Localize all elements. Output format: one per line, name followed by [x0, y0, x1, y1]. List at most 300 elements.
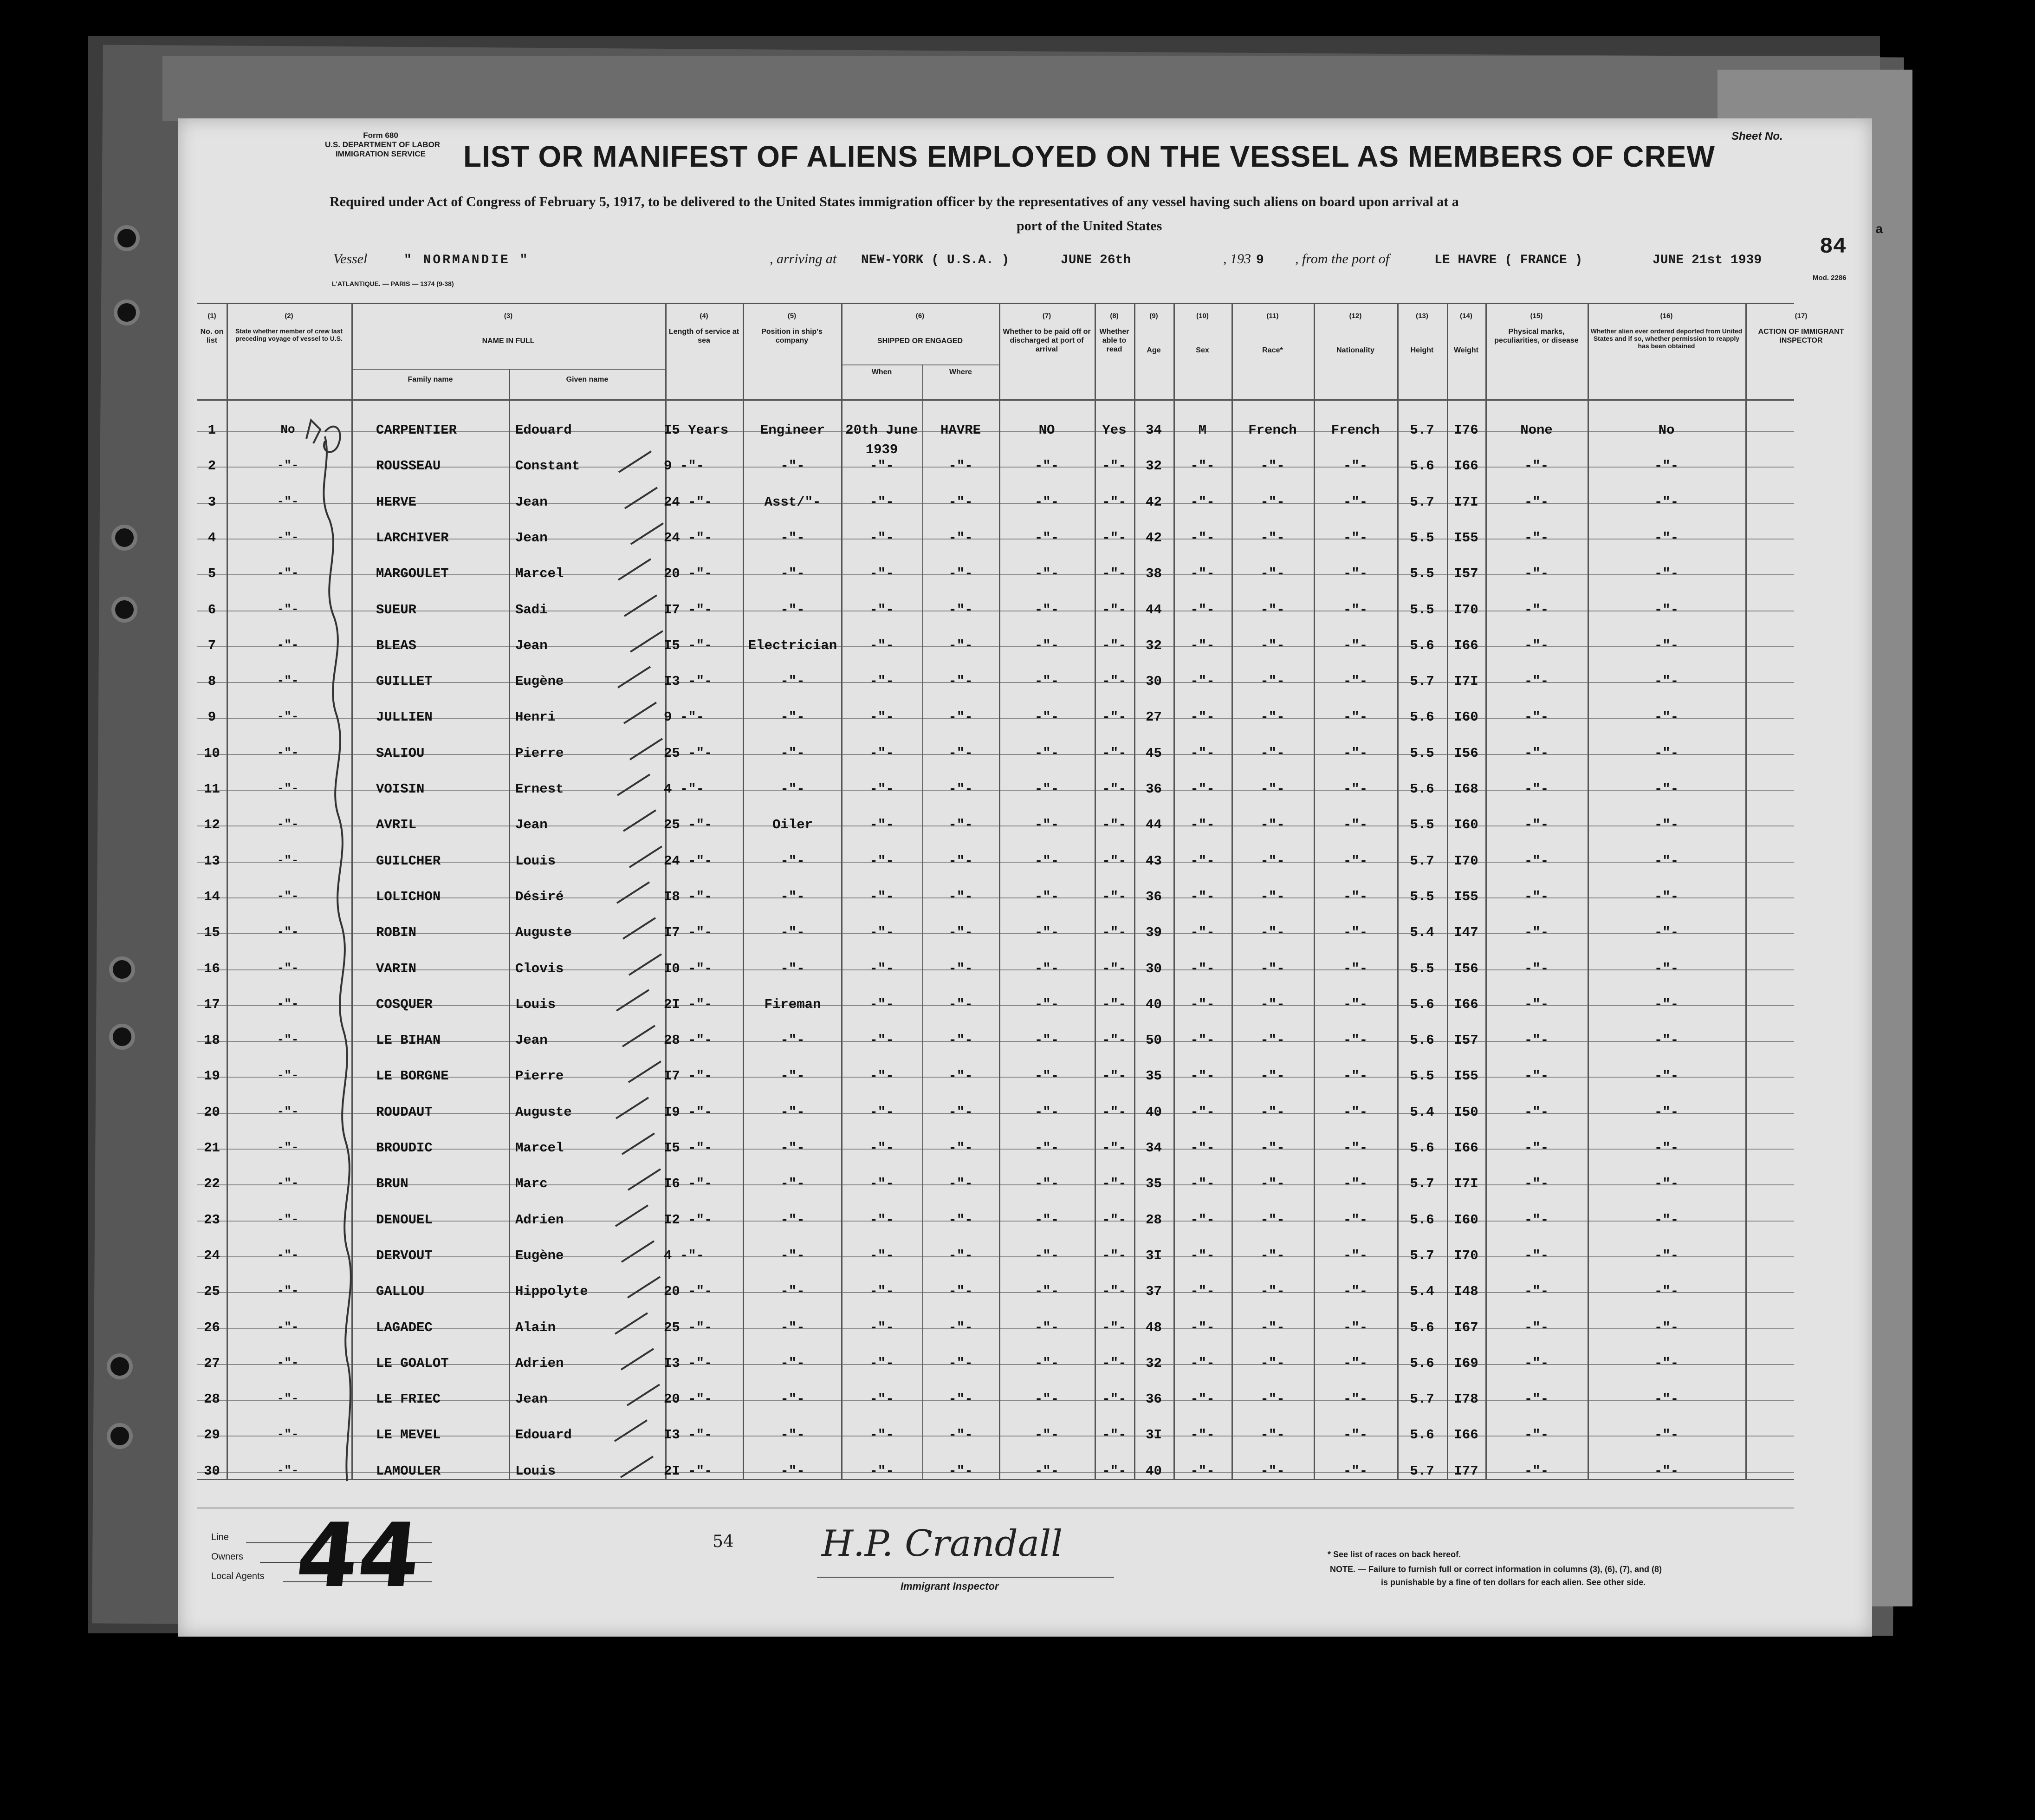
height: 5.5 [1410, 961, 1434, 976]
position: -"- [780, 1284, 805, 1299]
deported: -"- [1654, 1068, 1679, 1084]
deported: -"- [1654, 997, 1679, 1012]
column-header: SHIPPED OR ENGAGED [877, 337, 963, 345]
column-header: When [871, 368, 892, 376]
position: -"- [780, 1105, 805, 1120]
able-to-read: -"- [1102, 925, 1127, 940]
position: -"- [780, 1068, 805, 1084]
deported: -"- [1654, 1427, 1679, 1443]
year-suffix: 9 [1256, 253, 1264, 267]
weight: I66 [1454, 638, 1478, 653]
given-name: Edouard [515, 422, 572, 438]
row-number: 9 [207, 709, 216, 725]
deported: -"- [1654, 817, 1679, 832]
nationality: -"- [1343, 746, 1368, 761]
nationality: -"- [1343, 1391, 1368, 1407]
physical-marks: -"- [1524, 1248, 1549, 1263]
weight: I70 [1454, 1248, 1478, 1263]
physical-marks: -"- [1524, 1391, 1549, 1407]
age: 36 [1146, 781, 1162, 797]
row-number: 13 [204, 853, 220, 869]
age: 40 [1146, 997, 1162, 1012]
shipped-where: -"- [948, 889, 973, 904]
arrival-date: JUNE 26th [1061, 253, 1131, 267]
page-title: LIST OR MANIFEST OF ALIENS EMPLOYED ON THE VESSEL AS MEMBERS OF CREW [463, 140, 1715, 173]
row-number: 7 [207, 638, 216, 653]
race: -"- [1260, 602, 1285, 618]
prev-voyage-cell: -"- [277, 1248, 299, 1262]
age: 37 [1146, 1284, 1162, 1299]
deported: -"- [1654, 1391, 1679, 1407]
given-name: Auguste [515, 925, 572, 940]
height: 5.5 [1410, 530, 1434, 546]
service-length: 20 -"- [664, 566, 713, 581]
shipped-when: -"- [869, 530, 894, 546]
paid-off: -"- [1034, 889, 1059, 904]
family-name: LAMOULER [376, 1463, 441, 1479]
position: -"- [780, 530, 805, 546]
position: -"- [780, 1140, 805, 1156]
pencil-tick [623, 810, 656, 831]
sex: -"- [1190, 1248, 1215, 1263]
column-number: (1) [207, 312, 216, 320]
physical-marks: -"- [1524, 853, 1549, 869]
column-header: State whether member of crew last preceding voyage of vessel to U.S. [235, 327, 343, 342]
pencil-tick [629, 846, 662, 867]
pencil-tick [618, 559, 651, 580]
height: 5.7 [1410, 1176, 1434, 1191]
height: 5.5 [1410, 889, 1434, 904]
able-to-read: -"- [1102, 781, 1127, 797]
family-name: LE GOALOT [376, 1356, 449, 1371]
family-name: ROUDAUT [376, 1105, 433, 1120]
sex: -"- [1190, 817, 1215, 832]
weight: I7I [1454, 674, 1478, 689]
paid-off: -"- [1034, 1391, 1059, 1407]
nationality: -"- [1343, 961, 1368, 976]
paid-off: -"- [1034, 1427, 1059, 1443]
age: 27 [1146, 709, 1162, 725]
weight: I7I [1454, 1176, 1478, 1191]
physical-marks: -"- [1524, 494, 1549, 510]
family-name: AVRIL [376, 817, 417, 832]
physical-marks: -"- [1524, 1320, 1549, 1335]
given-name: Adrien [515, 1212, 564, 1228]
physical-marks: -"- [1524, 781, 1549, 797]
race: -"- [1260, 1105, 1285, 1120]
given-name: Jean [515, 1391, 548, 1407]
deported: -"- [1654, 638, 1679, 653]
deported: -"- [1654, 458, 1679, 474]
paid-off: -"- [1034, 817, 1059, 832]
given-name: Jean [515, 494, 548, 510]
position: -"- [780, 746, 805, 761]
handwritten-number: 44 [292, 1504, 426, 1607]
age: 39 [1146, 925, 1162, 940]
height: 5.7 [1410, 422, 1434, 438]
weight: I60 [1454, 817, 1478, 832]
prev-voyage-cell: -"- [277, 889, 299, 903]
service-length: I6 -"- [664, 1176, 713, 1191]
shipped-when: -"- [869, 494, 894, 510]
sex: -"- [1190, 1033, 1215, 1048]
pencil-tick [630, 739, 662, 760]
weight: I69 [1454, 1356, 1478, 1371]
sex: -"- [1190, 566, 1215, 581]
physical-marks: -"- [1524, 1068, 1549, 1084]
column-number: (3) [504, 312, 513, 320]
column-header: Given name [566, 376, 609, 384]
service-length: 25 -"- [664, 817, 713, 832]
age: 3I [1146, 1427, 1162, 1443]
shipped-when: -"- [869, 1463, 894, 1479]
height: 5.4 [1410, 1105, 1434, 1120]
given-name: Louis [515, 997, 556, 1012]
pencil-tick [615, 1420, 647, 1441]
position: -"- [780, 925, 805, 940]
family-name: DENOUEL [376, 1212, 433, 1228]
column-number: (2) [285, 312, 293, 320]
deported: -"- [1654, 889, 1679, 904]
paid-off: -"- [1034, 1212, 1059, 1228]
height: 5.6 [1410, 1320, 1434, 1335]
paid-off: -"- [1034, 961, 1059, 976]
height: 5.6 [1410, 458, 1434, 474]
column-number: (10) [1196, 312, 1209, 320]
height: 5.5 [1410, 746, 1434, 761]
deported: -"- [1654, 781, 1679, 797]
paid-off: -"- [1034, 1356, 1059, 1371]
given-name: Eugène [515, 674, 564, 689]
sex: -"- [1190, 1105, 1215, 1120]
pencil-tick [629, 1061, 661, 1082]
race: -"- [1260, 638, 1285, 653]
paid-off: -"- [1034, 1463, 1059, 1479]
given-name: Jean [515, 638, 548, 653]
paid-off: -"- [1034, 638, 1059, 653]
height: 5.6 [1410, 997, 1434, 1012]
height: 5.5 [1410, 602, 1434, 618]
sex: -"- [1190, 1463, 1215, 1479]
paid-off: -"- [1034, 781, 1059, 797]
position: -"- [780, 566, 805, 581]
given-name: Marcel [515, 566, 564, 581]
shipped-where: -"- [948, 997, 973, 1012]
prev-voyage-cell: No [280, 422, 295, 436]
family-name: ROBIN [376, 925, 417, 940]
weight: I55 [1454, 530, 1478, 546]
pencil-tick [615, 1313, 648, 1334]
service-length: 20 -"- [664, 1391, 713, 1407]
weight: I55 [1454, 889, 1478, 904]
age: 32 [1146, 458, 1162, 474]
column-header: NAME IN FULL [482, 337, 535, 345]
from-port-label: , from the port of [1295, 251, 1390, 266]
service-length: I8 -"- [664, 889, 713, 904]
physical-marks: -"- [1524, 997, 1549, 1012]
height: 5.6 [1410, 1427, 1434, 1443]
nationality: -"- [1343, 530, 1368, 546]
physical-marks: -"- [1524, 638, 1549, 653]
family-name: MARGOULET [376, 566, 449, 581]
height: 5.7 [1410, 1463, 1434, 1479]
age: 48 [1146, 1320, 1162, 1335]
prev-voyage-cell: -"- [277, 1212, 299, 1226]
service: IMMIGRATION SERVICE [336, 150, 426, 158]
able-to-read: -"- [1102, 1427, 1127, 1443]
pencil-tick [622, 1241, 654, 1262]
shipped-when: -"- [869, 638, 894, 653]
deported: -"- [1654, 566, 1679, 581]
shipped-when: -"- [869, 602, 894, 618]
column-header: Whether to be paid off or discharged at port of arrival [1003, 328, 1091, 353]
deported: -"- [1654, 602, 1679, 618]
height: 5.7 [1410, 853, 1434, 869]
shipped-when: -"- [869, 1105, 894, 1120]
act-line-1: Required under Act of Congress of February 5, 1917, to be delivered to the United States immigration officer by the representatives of any vessel having such aliens on board upon arrival at a [330, 194, 1459, 209]
family-name: DERVOUT [376, 1248, 433, 1263]
race: -"- [1260, 746, 1285, 761]
given-name: Hippolyte [515, 1284, 588, 1299]
prev-voyage-cell: -"- [277, 1427, 299, 1441]
paid-off: -"- [1034, 458, 1059, 474]
vessel-name: " NORMANDIE " [404, 253, 530, 267]
deported: -"- [1654, 925, 1679, 940]
column-header: Where [949, 368, 972, 376]
paid-off: -"- [1034, 1105, 1059, 1120]
shipped-where: -"- [948, 1248, 973, 1263]
nationality: -"- [1343, 1356, 1368, 1371]
pencil-tick [625, 488, 657, 508]
height: 5.5 [1410, 566, 1434, 581]
prev-voyage-cell: -"- [277, 1068, 299, 1082]
physical-marks: -"- [1524, 1284, 1549, 1299]
paid-off: -"- [1034, 709, 1059, 725]
service-length: I0 -"- [664, 961, 713, 976]
shipped-when: -"- [869, 1320, 894, 1335]
able-to-read: -"- [1102, 853, 1127, 869]
prev-voyage-cell: -"- [277, 925, 299, 939]
pencil-tick [621, 1349, 654, 1370]
nationality: -"- [1343, 781, 1368, 797]
row-number: 2 [207, 458, 216, 474]
race: -"- [1260, 853, 1285, 869]
shipped-when: -"- [869, 889, 894, 904]
column-number: (14) [1460, 312, 1472, 320]
shipped-where: -"- [948, 1284, 973, 1299]
position: -"- [780, 602, 805, 618]
nationality: -"- [1343, 709, 1368, 725]
family-name: LE BORGNE [376, 1068, 449, 1084]
sex: -"- [1190, 674, 1215, 689]
deported: -"- [1654, 1212, 1679, 1228]
weight: I56 [1454, 961, 1478, 976]
weight: I57 [1454, 566, 1478, 581]
race: -"- [1260, 530, 1285, 546]
given-name: Henri [515, 709, 556, 725]
shipped-when: -"- [869, 1212, 894, 1228]
family-name: LAGADEC [376, 1320, 433, 1335]
position: -"- [780, 1463, 805, 1479]
row-number: 5 [207, 566, 216, 581]
row-number: 16 [204, 961, 220, 976]
given-name: Ernest [515, 781, 564, 797]
weight: I77 [1454, 1463, 1478, 1479]
given-name: Constant [515, 458, 580, 474]
row-number: 26 [204, 1320, 220, 1335]
given-name: Clovis [515, 961, 564, 976]
shipped-where: -"- [948, 1068, 973, 1084]
able-to-read: -"- [1102, 1391, 1127, 1407]
pencil-tick [631, 523, 663, 544]
prev-voyage-cell: -"- [277, 1356, 299, 1370]
prev-voyage-cell: -"- [277, 1140, 299, 1154]
column-number: (7) [1042, 312, 1051, 320]
shipped-when: -"- [869, 781, 894, 797]
shipped-where: -"- [948, 925, 973, 940]
paid-off: -"- [1034, 1068, 1059, 1084]
race: -"- [1260, 1427, 1285, 1443]
note-line-1: NOTE. — Failure to furnish full or correct information in columns (3), (6), (7), and (8) [1330, 1565, 1662, 1574]
height: 5.6 [1410, 1140, 1434, 1156]
age: 38 [1146, 566, 1162, 581]
deported: -"- [1654, 1320, 1679, 1335]
shipped-where: -"- [948, 638, 973, 653]
family-name: SUEUR [376, 602, 417, 618]
pencil-tick [619, 451, 651, 472]
column-number: (13) [1416, 312, 1428, 320]
paid-off: -"- [1034, 1320, 1059, 1335]
family-name: LE BIHAN [376, 1033, 441, 1048]
handwritten-mark: 54 [713, 1532, 734, 1551]
shipped-when: -"- [869, 1427, 894, 1443]
able-to-read: Yes [1102, 422, 1127, 438]
physical-marks: -"- [1524, 1212, 1549, 1228]
age: 44 [1146, 817, 1162, 832]
family-name: BROUDIC [376, 1140, 433, 1156]
physical-marks: -"- [1524, 925, 1549, 940]
physical-marks: -"- [1524, 1105, 1549, 1120]
line-label: Line [211, 1532, 229, 1542]
age: 44 [1146, 602, 1162, 618]
height: 5.4 [1410, 1284, 1434, 1299]
able-to-read: -"- [1102, 746, 1127, 761]
weight: I7I [1454, 494, 1478, 510]
nationality: -"- [1343, 1284, 1368, 1299]
shipped-where: -"- [948, 817, 973, 832]
pencil-tick [623, 918, 655, 939]
paid-off: -"- [1034, 925, 1059, 940]
position: -"- [780, 1356, 805, 1371]
shipped-where: -"- [948, 709, 973, 725]
shipped-where: -"- [948, 746, 973, 761]
deported: -"- [1654, 1033, 1679, 1048]
paid-off: -"- [1034, 566, 1059, 581]
able-to-read: -"- [1102, 638, 1127, 653]
able-to-read: -"- [1102, 961, 1127, 976]
shipped-when: -"- [869, 458, 894, 474]
row-number: 22 [204, 1176, 220, 1191]
race: -"- [1260, 997, 1285, 1012]
able-to-read: -"- [1102, 889, 1127, 904]
family-name: GUILLET [376, 674, 433, 689]
service-length: I7 -"- [664, 925, 713, 940]
family-name: HERVE [376, 494, 417, 510]
nationality: -"- [1343, 1248, 1368, 1263]
service-length: I3 -"- [664, 1356, 713, 1371]
weight: I66 [1454, 1140, 1478, 1156]
able-to-read: -"- [1102, 1140, 1127, 1156]
family-name: LOLICHON [376, 889, 441, 904]
department: U.S. DEPARTMENT OF LABOR [325, 140, 441, 149]
physical-marks: -"- [1524, 1356, 1549, 1371]
physical-marks: -"- [1524, 1176, 1549, 1191]
physical-marks: -"- [1524, 817, 1549, 832]
deported: -"- [1654, 1284, 1679, 1299]
paid-off: -"- [1034, 1140, 1059, 1156]
act-line-2: port of the United States [1017, 218, 1162, 234]
given-name: Louis [515, 853, 556, 869]
row-number: 15 [204, 925, 220, 940]
column-header: Length of service at sea [668, 328, 739, 344]
weight: I50 [1454, 1105, 1478, 1120]
shipped-when: -"- [869, 817, 894, 832]
paid-off: -"- [1034, 1284, 1059, 1299]
physical-marks: None [1520, 422, 1553, 438]
paid-off: NO [1038, 422, 1055, 438]
row-number: 19 [204, 1068, 220, 1084]
shipped-where: -"- [948, 1212, 973, 1228]
signature-rule [817, 1577, 1114, 1578]
weight: I66 [1454, 1427, 1478, 1443]
row-number: 11 [204, 781, 220, 797]
shipped-where: -"- [948, 494, 973, 510]
position: -"- [780, 709, 805, 725]
service-length: 28 -"- [664, 1033, 713, 1048]
position: -"- [780, 458, 805, 474]
pencil-tick [622, 1133, 655, 1154]
row-number: 4 [207, 530, 216, 546]
physical-marks: -"- [1524, 889, 1549, 904]
position: Engineer [760, 422, 825, 438]
nationality: -"- [1343, 1105, 1368, 1120]
row-number: 21 [204, 1140, 220, 1156]
shipped-where: -"- [948, 1105, 973, 1120]
pencil-tick [616, 1098, 648, 1118]
weight: I66 [1454, 458, 1478, 474]
shipped-where: -"- [948, 566, 973, 581]
prev-voyage-cell: -"- [277, 1320, 299, 1334]
shipped-where: HAVRE [940, 422, 981, 438]
able-to-read: -"- [1102, 1463, 1127, 1479]
row-number: 17 [204, 997, 220, 1012]
service-length: 4 -"- [664, 1248, 705, 1263]
given-name: Pierre [515, 1068, 564, 1084]
pencil-tick [621, 1456, 653, 1477]
position: -"- [780, 961, 805, 976]
physical-marks: -"- [1524, 1463, 1549, 1479]
shipped-when: -"- [869, 674, 894, 689]
service-length: I7 -"- [664, 1068, 713, 1084]
given-name: Auguste [515, 1105, 572, 1120]
shipped-when: -"- [869, 1033, 894, 1048]
page-number: 84 [1820, 234, 1847, 260]
pencil-tick [618, 667, 650, 688]
age: 30 [1146, 674, 1162, 689]
shipped-when: -"- [869, 1248, 894, 1263]
able-to-read: -"- [1102, 1105, 1127, 1120]
service-length: I5 -"- [664, 638, 713, 653]
